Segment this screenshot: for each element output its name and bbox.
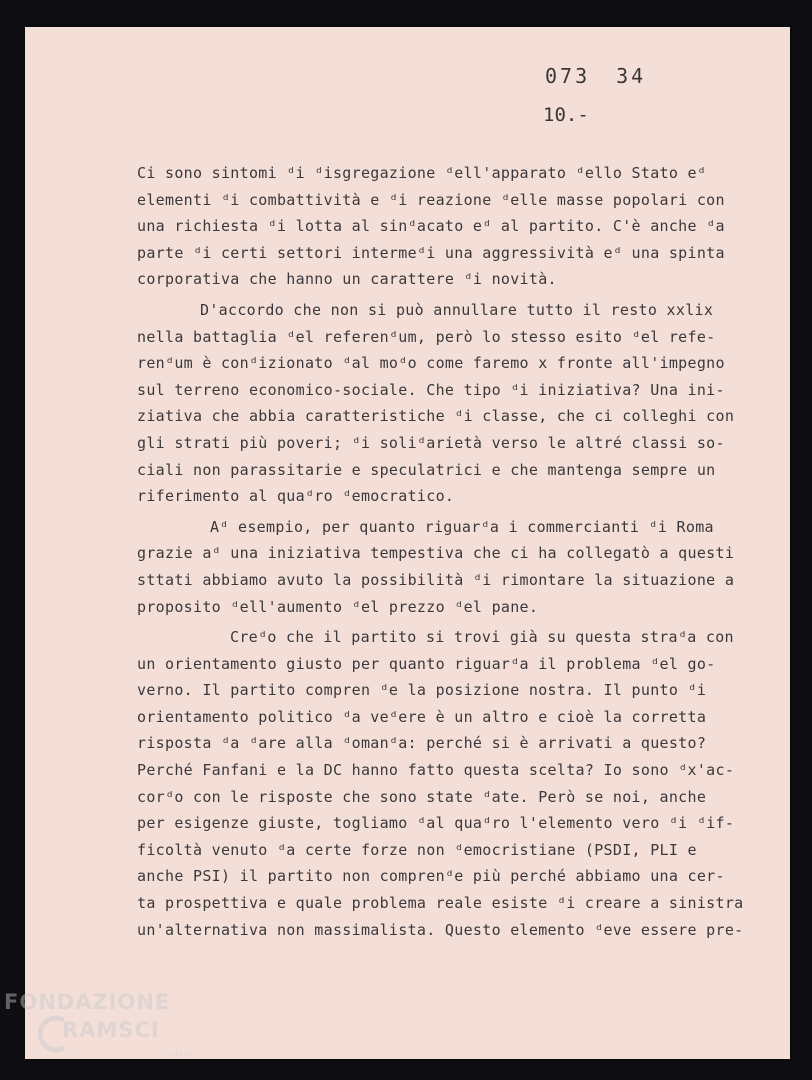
sheet-number: 34	[616, 64, 647, 88]
text-line: per esigenze giuste, togliamo ᵈal quaᵈro l'elemento vero ᵈi ᵈif-	[137, 814, 735, 833]
text-line: anche PSI) il partito non comprenᵈe più perché abbiamo una cer-	[137, 867, 725, 886]
text-line: parte ᵈi certi settori intermeᵈi una aggressività eᵈ una spinta	[137, 243, 725, 262]
text-line: corᵈo con le risposte che sono state ᵈate. Però se noi, anche	[137, 787, 707, 806]
text-line: una richiesta ᵈi lotta al sinᵈacato eᵈ al partito. C'è anche ᵈa	[137, 217, 725, 236]
text-line: ficoltà venuto ᵈa certe forze non ᵈemocristiane (PSDI, PLI e	[137, 840, 697, 859]
text-line: verno. Il partito compren ᵈe la posizione nostra. Il punto ᵈi	[137, 681, 707, 700]
watermark-line-1: FONDAZIONE	[4, 990, 171, 1014]
text-line: Ci sono sintomi ᵈi ᵈisgregazione ᵈell'apparato ᵈello Stato eᵈ	[137, 164, 707, 182]
text-line: sttati abbiamo avuto la possibilità ᵈi rimontare la situazione a	[137, 570, 735, 589]
text-line: grazie aᵈ una iniziativa tempestiva che ci ha collegatò a questi	[137, 544, 735, 563]
text-line: Aᵈ esempio, per quanto riguarᵈa i commercianti ᵈi Roma	[210, 517, 714, 536]
text-line: risposta ᵈa ᵈare alla ᵈomanᵈa: perché si è arrivati a questo?	[137, 734, 707, 753]
text-line: riferimento al quaᵈro ᵈemocratico.	[137, 487, 455, 506]
text-line: corporativa che hanno un carattere ᵈi novità.	[137, 270, 557, 289]
text-line: ciali non parassitarie e speculatrici e che mantenga sempre un	[137, 460, 716, 479]
text-line: proposito ᵈell'aumento ᵈel prezzo ᵈel pane.	[137, 597, 539, 616]
text-line: Perché Fanfani e la DC hanno fatto questa scelta? Io sono ᵈx'ac-	[137, 761, 735, 780]
text-line: ta prospettiva e quale problema reale esiste ᵈi creare a sinistra	[137, 894, 744, 913]
text-line: renᵈum è conᵈizionato ᵈal moᵈo come faremo x fronte all'impegno	[137, 354, 725, 373]
text-line: un'alternativa non massimalista. Questo elemento ᵈeve essere pre-	[137, 920, 744, 939]
text-line: sul terreno economico-sociale. Che tipo ᵈi iniziativa? Una ini-	[137, 380, 725, 399]
text-line: Creᵈo che il partito si trovi già su questa straᵈa con	[230, 628, 734, 647]
typewritten-body	[137, 160, 777, 943]
text-line: nella battaglia ᵈel referenᵈum, però lo stesso esito ᵈel refe-	[137, 327, 716, 346]
text-line: elementi ᵈi combattività e ᵈi reazione ᵈelle masse popolari con	[137, 190, 725, 209]
text-line: ziativa che abbia caratteristiche ᵈi classe, che ci colleghi con	[137, 407, 735, 426]
watermark-line-3: online	[164, 1050, 192, 1060]
archive-page-number	[545, 64, 672, 88]
typed-page-marker: 10.-	[543, 104, 589, 126]
text-line: orientamento politico ᵈa veᵈere è un altro e cioè la corretta	[137, 707, 707, 726]
text-line: gli strati più poveri; ᵈi soliᵈarietà verso le altré classi so-	[137, 433, 725, 452]
text-line: un orientamento giusto per quanto riguarᵈa il problema ᵈel go-	[137, 654, 716, 673]
folder-number: 073	[545, 64, 591, 88]
text-line: D'accordo che non si può annullare tutto il resto xxlix	[200, 300, 714, 319]
watermark-line-2: RAMSCI	[62, 1018, 160, 1042]
fondazione-gramsci-watermark	[4, 990, 224, 1070]
